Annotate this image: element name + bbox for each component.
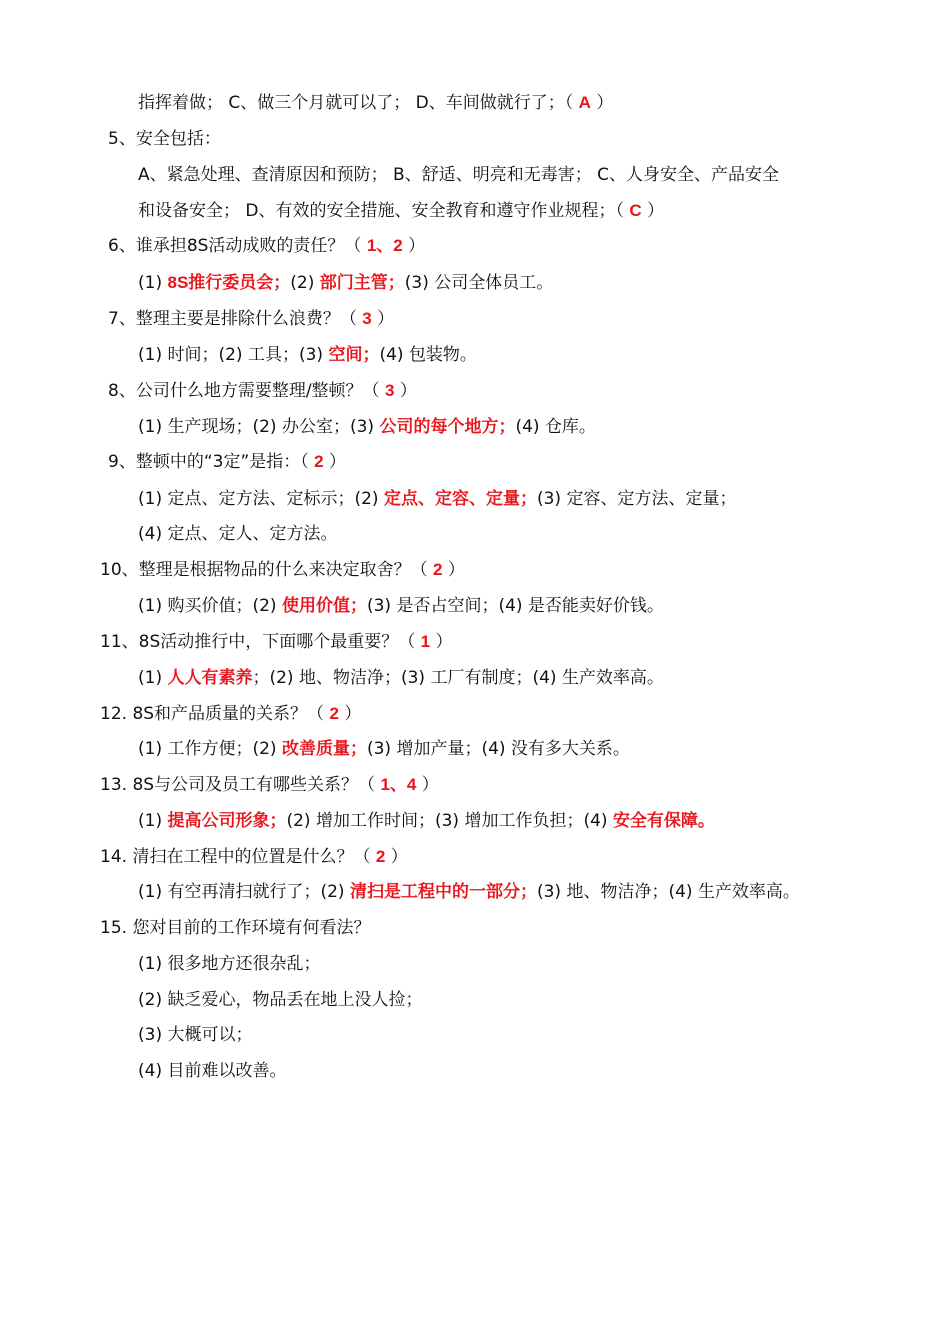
text: ） — [371, 309, 395, 329]
text: (1) 定点、定方法、定标示；(2) — [138, 489, 384, 509]
question-14 — [0, 842, 950, 872]
text: ） — [641, 201, 665, 221]
q6-options — [0, 268, 950, 298]
text: ） — [430, 632, 453, 652]
text: 15. 您对目前的工作环境有何看法？ — [100, 918, 371, 938]
q9-options — [0, 484, 950, 514]
q10-options — [0, 591, 950, 621]
question-9 — [0, 447, 950, 477]
answer: 2 — [433, 560, 443, 579]
text: ） — [442, 560, 465, 580]
text: (3) 公司全体员工。 — [404, 273, 554, 293]
text: ） — [338, 704, 362, 724]
text: ） — [416, 775, 439, 795]
answer: 8S推行委员会； — [167, 273, 291, 292]
q9-options-continued — [0, 519, 950, 549]
q11-options — [0, 663, 950, 693]
text: ） — [590, 93, 614, 113]
answer: 空间； — [328, 345, 380, 364]
text: 11、8S活动推行中，下面哪个最重要？（ — [100, 632, 421, 652]
q15-option-3 — [0, 1020, 950, 1050]
answer: 提高公司形象； — [167, 811, 287, 830]
text: 和设备安全； D、有效的安全措施、安全教育和遵守作业规程；（ — [138, 201, 630, 221]
text: (1) — [138, 273, 168, 293]
text: (1) — [138, 811, 168, 831]
q13-options — [0, 806, 950, 836]
text: (4) 目前难以改善。 — [138, 1061, 287, 1081]
text: (4) 仓库。 — [515, 417, 596, 437]
answer: 人人有素养 — [167, 668, 253, 687]
text: (1) 生产现场；(2) 办公室；(3) — [138, 417, 380, 437]
answer: A — [578, 93, 591, 112]
text: ） — [323, 452, 347, 472]
q5-options-continued — [0, 196, 950, 226]
question-12 — [0, 699, 950, 729]
text: 10、整理是根据物品的什么来决定取舍？（ — [100, 560, 434, 580]
question-13 — [0, 770, 950, 800]
answer: C — [629, 201, 642, 220]
q8-options — [0, 412, 950, 442]
text: 13. 8S与公司及员工有哪些关系？（ — [100, 775, 381, 795]
answer: 公司的每个地方； — [379, 417, 516, 436]
question-5 — [0, 124, 950, 154]
q15-option-2 — [0, 985, 950, 1015]
text: 指挥着做； C、做三个月就可以了； D、车间做就行了；（ — [138, 93, 579, 113]
text: ；(2) 地、物洁净；(3) 工厂有制度；(4) 生产效率高。 — [252, 668, 664, 688]
text: (1) — [138, 668, 168, 688]
answer: 安全有保障。 — [612, 811, 715, 830]
text: ） — [385, 847, 408, 867]
text: (4) 定点、定人、定方法。 — [138, 524, 338, 544]
question-8 — [0, 376, 950, 406]
q15-option-1 — [0, 949, 950, 979]
text: (3) 定容、定方法、定量； — [536, 489, 737, 509]
text: (1) 时间；(2) 工具；(3) — [138, 345, 329, 365]
answer: 清扫是工程中的一部分； — [349, 882, 537, 901]
text: (3) 是否占空间；(4) 是否能卖好价钱。 — [366, 596, 664, 616]
question-10 — [0, 555, 950, 585]
answer: 部门主管； — [319, 273, 405, 292]
text: (3) 增加产量；(4) 没有多大关系。 — [366, 739, 630, 759]
question-7 — [0, 304, 950, 334]
text: (2) — [290, 273, 320, 293]
text: 9、整顿中的“3定”是指：（ — [108, 452, 315, 472]
text: (4) 包装物。 — [379, 345, 477, 365]
text: ） — [402, 236, 426, 256]
q7-options — [0, 340, 950, 370]
q12-options — [0, 734, 950, 764]
answer: 定点、定容、定量； — [383, 489, 537, 508]
text: (1) 购买价值；(2) — [138, 596, 282, 616]
q4-options-continued — [0, 88, 950, 118]
text: 14. 清扫在工程中的位置是什么？（ — [100, 847, 376, 867]
answer: 2 — [329, 704, 339, 723]
text: 12. 8S和产品质量的关系？（ — [100, 704, 330, 724]
q14-options — [0, 877, 950, 907]
text: ） — [394, 381, 417, 401]
question-6 — [0, 231, 950, 261]
q15-option-4 — [0, 1056, 950, 1086]
answer: 2 — [314, 452, 324, 471]
text: A、紧急处理、查清原因和预防； B、舒适、明亮和无毒害； C、人身安全、产品安全 — [138, 165, 779, 185]
text: (1) 有空再清扫就行了；(2) — [138, 882, 350, 902]
answer: 改善质量； — [281, 739, 367, 758]
question-11 — [0, 627, 950, 657]
answer: 1 — [420, 632, 431, 651]
answer: 3 — [362, 309, 372, 328]
answer: 1、2 — [366, 236, 403, 255]
text: (3) 地、物洁净；(4) 生产效率高。 — [536, 882, 800, 902]
q5-options — [0, 160, 950, 190]
answer: 2 — [375, 847, 386, 866]
text: (1) 工作方便；(2) — [138, 739, 282, 759]
text: 5、安全包括： — [108, 129, 221, 149]
text: (3) 大概可以； — [138, 1025, 253, 1045]
text: 7、整理主要是排除什么浪费？（ — [108, 309, 363, 329]
text: (1) 很多地方还很杂乱； — [138, 954, 321, 974]
answer: 3 — [384, 381, 395, 400]
answer: 1、4 — [380, 775, 417, 794]
text: 6、谁承担8S活动成败的责任？（ — [108, 236, 367, 256]
question-15 — [0, 913, 950, 943]
answer: 使用价值； — [281, 596, 367, 615]
text: 8、公司什么地方需要整理/整顿？（ — [108, 381, 385, 401]
text: (2) 缺乏爱心，物品丢在地上没人捡； — [138, 990, 423, 1010]
text: (2) 增加工作时间；(3) 增加工作负担；(4) — [286, 811, 613, 831]
